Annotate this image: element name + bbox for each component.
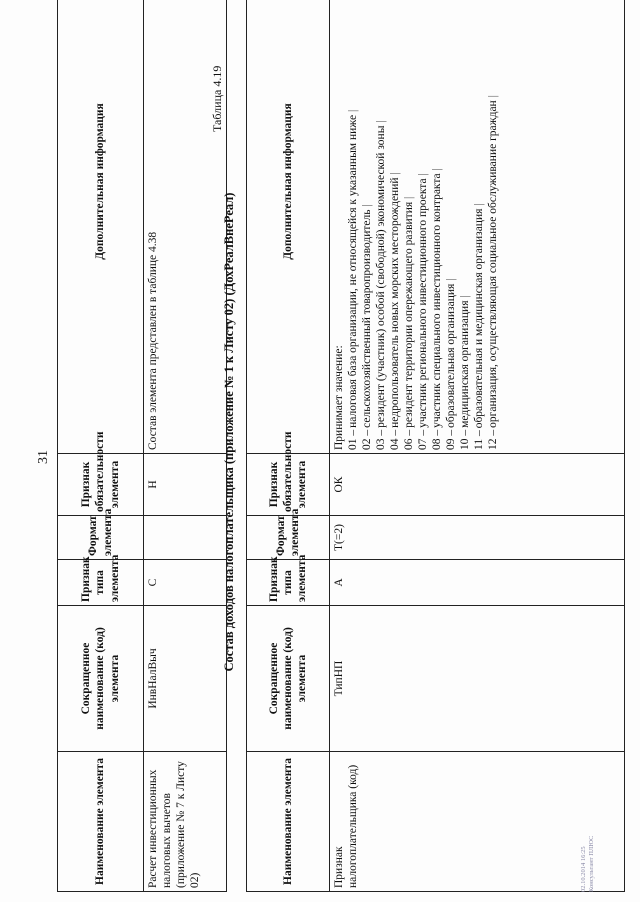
value-text: участник регионального инвестиционного проекта |: [416, 0, 430, 428]
value-text: резидент территории опережающего развития |: [402, 0, 416, 428]
table-label: Таблица 4.19: [210, 65, 224, 132]
value-text: резидент (участник) особой (свободной) экономической зоны |: [374, 0, 388, 428]
value-text: медицинская организация |: [458, 0, 472, 428]
header-format: Формат элемента: [247, 516, 330, 560]
header-format: Формат элемента: [58, 516, 144, 560]
footer-stamp: [580, 836, 596, 892]
values-intro: Принимает значение:: [333, 345, 345, 450]
list-item: [374, 0, 388, 450]
list-item: [444, 0, 458, 450]
header-info: Дополнительная информация: [247, 0, 330, 454]
cell-name: Признак налогоплательщика (код): [330, 752, 625, 892]
header-name: Наименование элемента: [58, 752, 144, 892]
table-taxpayer-income: [246, 0, 625, 892]
cell-format: T(=2): [330, 516, 625, 560]
header-type: Признак типа элемента: [247, 560, 330, 606]
list-item: [360, 0, 374, 450]
value-text: образовательная и медицинская организация |: [472, 0, 486, 428]
stamp-date: 02.10.2014 16:25: [580, 846, 587, 892]
header-info: Дополнительная информация: [58, 0, 144, 454]
table-header-row: [247, 0, 330, 892]
value-text: участник специального инвестиционного контракта |: [430, 0, 444, 428]
value-text: организация, осуществляющая социальное обслуживание граждан |: [486, 0, 500, 428]
list-item: [416, 0, 430, 450]
header-required: Признак обязательности элемента: [247, 454, 330, 516]
cell-info: [330, 0, 625, 454]
stamp-source: Консультант ПЛЮС: [587, 835, 595, 892]
header-short-name: Сокращенное наименование (код) элемента: [58, 606, 144, 752]
cell-info: Состав элемента представлен в таблице 4.38: [144, 0, 227, 454]
value-text: недропользователь новых морских месторождений |: [388, 0, 402, 428]
value-text: образовательная организация |: [444, 0, 458, 428]
value-code: 12 –: [487, 429, 500, 450]
value-text: сельскохозяйственный товаропроизводитель |: [360, 0, 374, 428]
value-code: 03 –: [375, 429, 388, 450]
header-type: Признак типа элемента: [58, 560, 144, 606]
value-code: 07 –: [417, 429, 430, 450]
value-code: 04 –: [389, 429, 402, 450]
cell-required: ОК: [330, 454, 625, 516]
cell-type: А: [330, 560, 625, 606]
cell-short-name: ТипНП: [330, 606, 625, 752]
list-item: [402, 0, 416, 450]
header-name: Наименование элемента: [247, 752, 330, 892]
header-short-name: Сокращенное наименование (код) элемента: [247, 606, 330, 752]
header-required: Признак обязательности элемента: [58, 454, 144, 516]
table-row: [330, 0, 625, 892]
value-code: 06 –: [403, 429, 416, 450]
value-text: налоговая база организации, не относящейся к указанным ниже |: [346, 0, 360, 428]
value-code: 10 –: [459, 429, 472, 450]
values-list: [346, 0, 500, 450]
value-code: 11 –: [473, 430, 486, 450]
table-row: [144, 0, 227, 892]
table-header-row: [58, 0, 144, 892]
value-code: 09 –: [445, 429, 458, 450]
page-number: 31: [36, 450, 51, 464]
list-item: [486, 0, 500, 450]
table-title: Состав доходов налогоплательщика (приложение № 1 к Листу 02) (ДохРеалВнеРеал): [222, 192, 236, 672]
cell-name: Расчет инвестиционных налоговых вычетов (приложение № 7 к Листу 02): [144, 752, 227, 892]
cell-required: Н: [144, 454, 227, 516]
list-item: [388, 0, 402, 450]
value-code: 02 –: [361, 429, 374, 450]
list-item: [346, 0, 360, 450]
list-item: [430, 0, 444, 450]
value-code: 01 –: [347, 429, 360, 450]
cell-type: С: [144, 560, 227, 606]
list-item: [472, 0, 486, 450]
cell-format: [144, 516, 227, 560]
table-investment-deductions: [57, 0, 227, 892]
value-code: 08 –: [431, 429, 444, 450]
cell-short-name: ИнвНалВыч: [144, 606, 227, 752]
list-item: [458, 0, 472, 450]
